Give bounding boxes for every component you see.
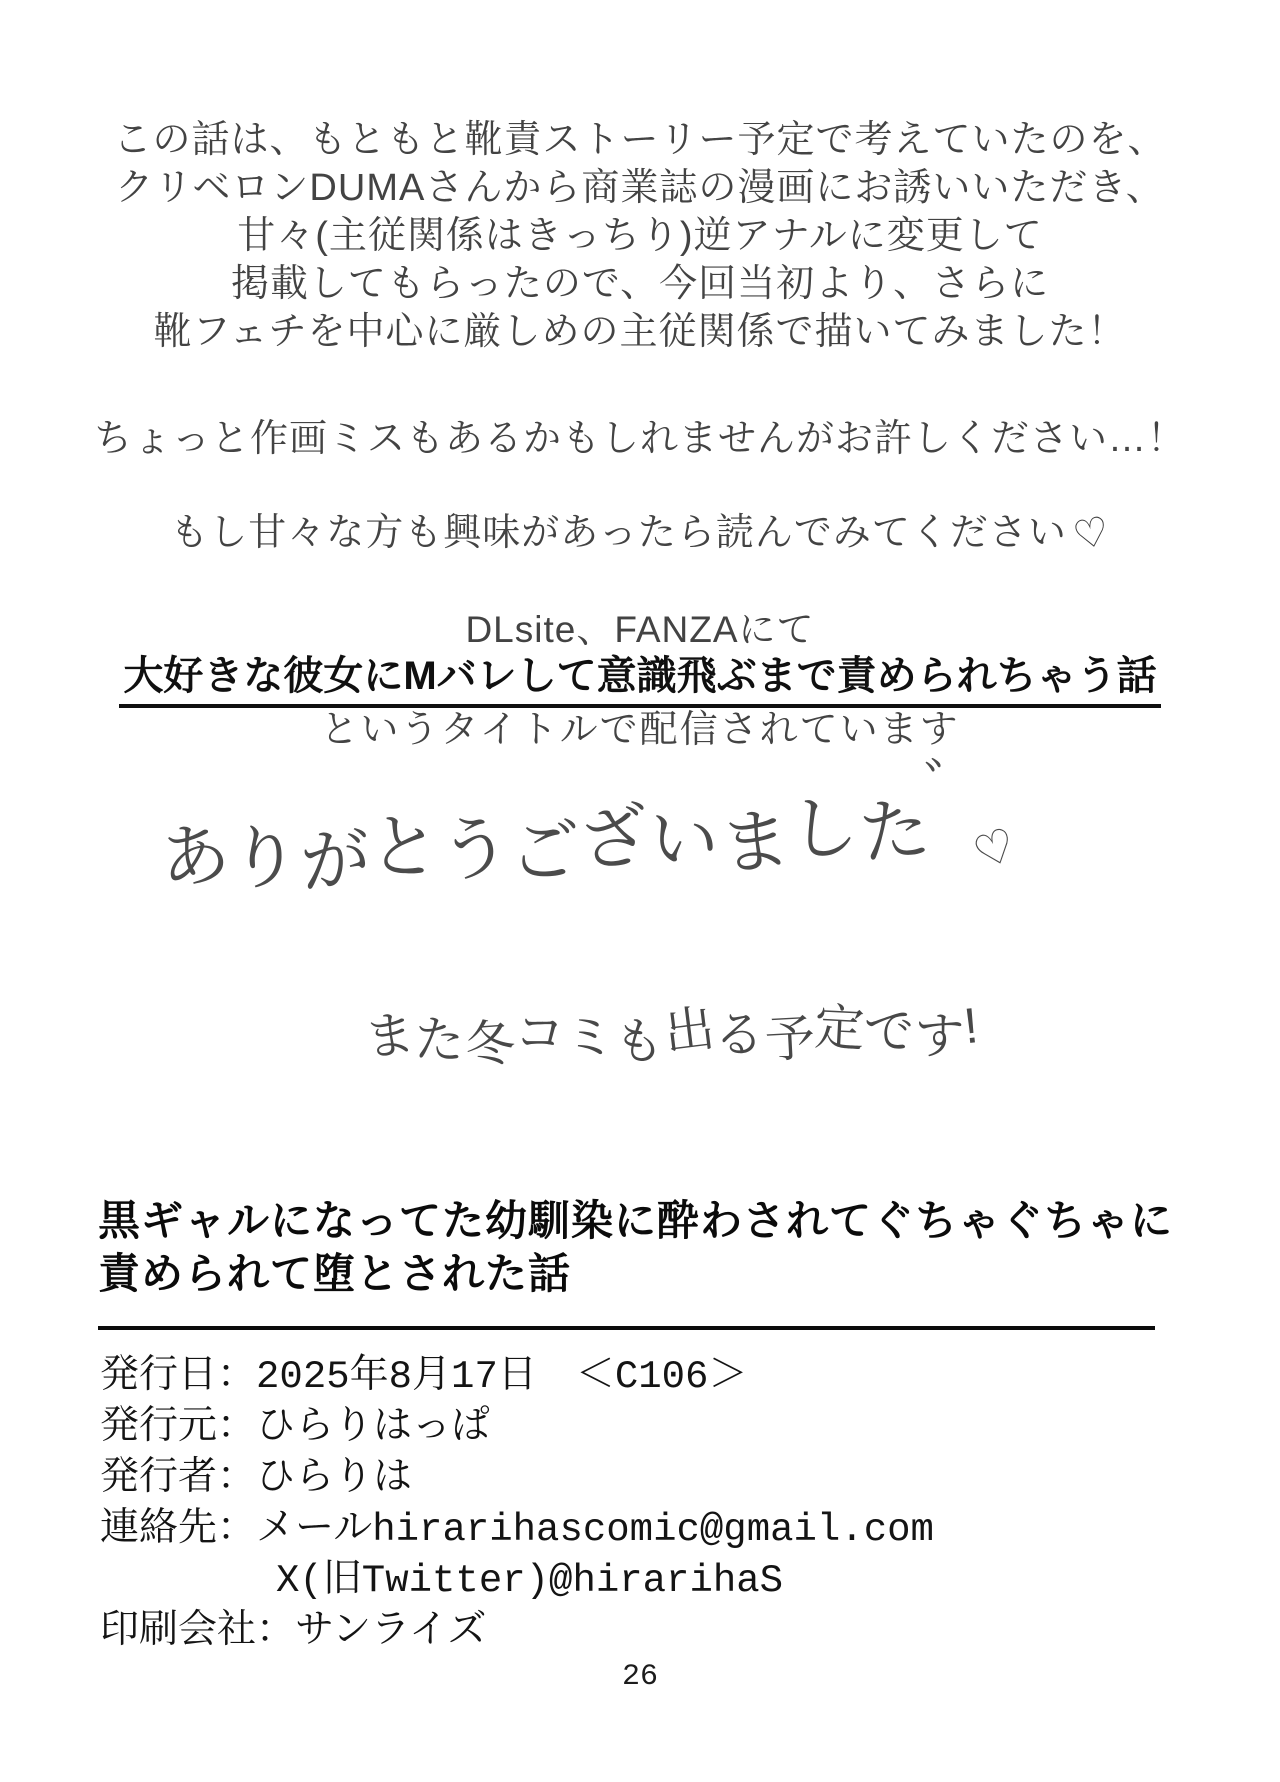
dakuten-marks: ゛ xyxy=(918,753,983,825)
colophon-label: 印刷会社： xyxy=(100,1610,296,1654)
heart-icon: ♡ xyxy=(1069,508,1115,560)
invite-line xyxy=(0,501,1280,560)
colophon-label: 発行元： xyxy=(100,1406,257,1450)
colophon-value: 2025年8月17日 ＜C106＞ xyxy=(256,1355,748,1399)
book-title-line-1: 黒ギャルになってた幼馴染に酔わされてぐちゃぐちゃに xyxy=(98,1197,1174,1244)
intro-paragraph xyxy=(0,116,1280,356)
thanks-text: ありがとうございました xyxy=(155,788,935,903)
platforms-line: DLsite、FANZAにて xyxy=(465,609,815,650)
book-title xyxy=(98,1194,1173,1300)
heart-icon: ♡ xyxy=(966,816,1024,881)
intro-line-3: 甘々(主従関係はきっちり)逆アナルに変更して xyxy=(237,215,1043,257)
divider-line xyxy=(98,1326,1155,1330)
book-title-line-2: 責められて堕とされた話 xyxy=(98,1250,572,1297)
colophon-label: 発行者： xyxy=(100,1457,257,1501)
handwritten-next-plan xyxy=(63,985,1280,1136)
colophon-row-contact-email xyxy=(100,1505,934,1556)
colophon-label: 発行日： xyxy=(100,1355,257,1399)
colophon-value: サンライズ xyxy=(295,1610,487,1654)
handwritten-thanks xyxy=(0,753,1195,994)
title-suffix-line: というタイトルで配信されています xyxy=(320,709,960,751)
next-plan-text: また冬コミも出る予定です! xyxy=(361,997,981,1074)
colophon-value: X(旧Twitter)@hirarihaS xyxy=(276,1559,784,1603)
colophon-row-publisher-circle xyxy=(100,1403,934,1454)
colophon-row-publish-date xyxy=(100,1352,934,1403)
colophon-value: メールhirarihascomic@gmail.com xyxy=(256,1508,934,1552)
intro-line-5: 靴フェチを中心に厳しめの主従関係で描いてみました！ xyxy=(153,311,1127,353)
intro-line-2: クリベロンDUMAさんから商業誌の漫画にお誘いいただき、 xyxy=(115,167,1165,209)
colophon-label: 連絡先： xyxy=(100,1508,257,1552)
colophon-row-author xyxy=(100,1454,934,1505)
colophon xyxy=(100,1352,934,1658)
distributed-title: 大好きな彼女にMバレして意識飛ぶまで責められちゃう話 xyxy=(119,644,1160,708)
colophon-row-printer xyxy=(100,1607,934,1658)
page-number: 26 xyxy=(621,1660,658,1694)
intro-line-4: 掲載してもらったので、今回当初より、さらに xyxy=(230,263,1050,305)
colophon-row-contact-x xyxy=(100,1556,934,1607)
intro-line-1: この話は、もともと靴責ストーリー予定で考えていたのを、 xyxy=(113,119,1167,161)
colophon-value: ひらりは xyxy=(256,1457,413,1501)
invite-text: もし甘々な方も興味があったら読んでみてください xyxy=(170,512,1067,554)
apology-line: ちょっと作画ミスもあるかもしれませんがお許しください…！ xyxy=(93,418,1186,460)
colophon-value: ひらりはっぱ xyxy=(256,1406,491,1450)
